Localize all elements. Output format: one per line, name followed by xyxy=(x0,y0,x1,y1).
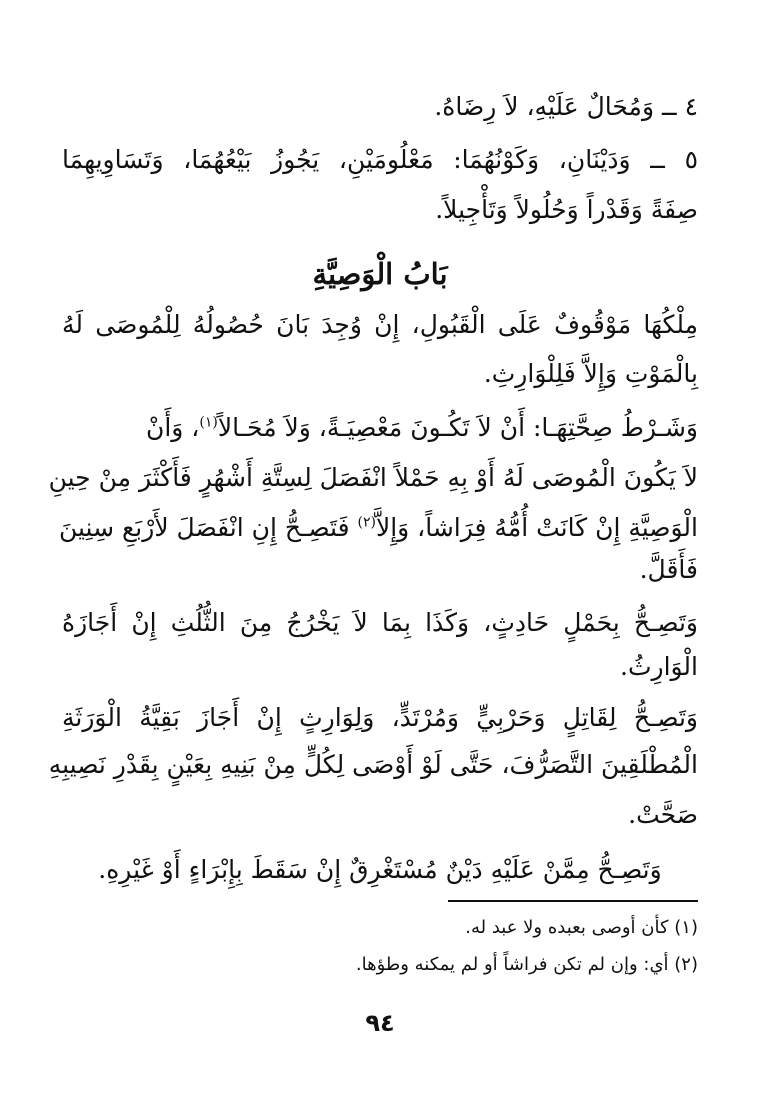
footnote-ref-2: (٢) xyxy=(357,514,376,531)
paragraph-2-line-3 xyxy=(58,513,698,543)
page-number: ٩٤ xyxy=(365,1009,395,1037)
paragraph-2-line-1 xyxy=(62,413,698,443)
paragraph-3-line-1: وَتَصِـحُّ بِحَمْلٍ حَادِثٍ، وَكَذَا بِمَا لاَ يَخْرُجُ مِنَ الثُّلُثِ إِنْ أَجَازَهُ xyxy=(62,608,698,637)
paragraph-4-line-3: صَحَّتْ. xyxy=(628,800,698,829)
paragraph-2-line-1-text-b: ، وَأَنْ xyxy=(145,413,200,442)
list-item-4: ٤ ــ وَمُحَالٌ عَلَيْهِ، لاَ رِضَاهُ. xyxy=(434,92,698,121)
list-item-5-line-1: ٥ ــ وَدَيْنَانِ، وَكَوْنُهُمَا: مَعْلُومَيْنِ، يَجُوزُ بَيْعُهُمَا، وَتَسَاوِيهِمَا xyxy=(62,145,698,174)
paragraph-2-line-3-text-b: فَتَصِـحُّ إِنِ انْفَصَلَ لأَرْبَعِ سِنِينَ xyxy=(58,513,358,542)
section-title: بَابُ الْوَصِيَّةِ xyxy=(312,257,448,291)
paragraph-2-line-2: لاَ يَكُونَ الْمُوصَى لَهُ أَوْ بِهِ حَمْلاً انْفَصَلَ لِسِتَّةِ أَشْهُرٍ فَأَكْثَرَ مِنْ حِينِ xyxy=(48,463,698,492)
paragraph-4-line-2: الْمُطْلَقِينَ التَّصَرُّفَ، حَتَّى لَوْ أَوْصَى لِكُلٍّ مِنْ بَنِيهِ بِعَيْنٍ بِقَدْرِ نَصِيبِهِ xyxy=(48,750,698,779)
paragraph-2-line-1-text-a: وَشَـرْطُ صِحَّتِهَـا: أَنْ لاَ تَكُـونَ مَعْصِيَـةً، وَلاَ مُحَـالاً xyxy=(217,413,698,442)
list-item-5-line-2: صِفَةً وَقَدْراً وَحُلُولاً وَتَأْجِيلاً. xyxy=(435,195,698,224)
footnote-1: (١) كأن أوصى بعبده ولا عبد له. xyxy=(465,917,698,938)
footnote-ref-1: (١) xyxy=(199,414,218,431)
paragraph-5-line-1: وَتَصِـحُّ مِمَّنْ عَلَيْهِ دَيْنٌ مُسْتَغْرِقٌ إِنْ سَقَطَ بِإِبْرَاءٍ أَوْ غَيْرِهِ. xyxy=(98,855,662,884)
paragraph-2-line-4: فَأَقَلَّ. xyxy=(639,555,698,584)
footnote-separator xyxy=(448,900,698,902)
paragraph-1-line-2: بِالْمَوْتِ وَإِلاَّ فَلِلْوَارِثِ. xyxy=(483,359,698,388)
footnote-2: (٢) أي: وإن لم تكن فراشاً أو لم يمكنه وطؤها. xyxy=(355,954,698,975)
paragraph-2-line-3-text-a: الْوَصِيَّةِ إِنْ كَانَتْ أُمُّهُ فِرَاشاً، وَإِلاَّ xyxy=(375,513,698,542)
paragraph-3-line-2: الْوَارِثُ. xyxy=(620,652,698,681)
paragraph-4-line-1: وَتَصِـحُّ لِقَاتِلٍ وَحَرْبِيٍّ وَمُرْتَدٍّ، وَلِوَارِثٍ إِنْ أَجَازَ بَقِيَّةُ الْوَرَثَةِ xyxy=(62,703,698,732)
paragraph-1-line-1: مِلْكُهَا مَوْقُوفٌ عَلَى الْقَبُولِ، إِنْ وُجِدَ بَانَ حُصُولُهُ لِلْمُوصَى لَهُ xyxy=(62,310,698,339)
